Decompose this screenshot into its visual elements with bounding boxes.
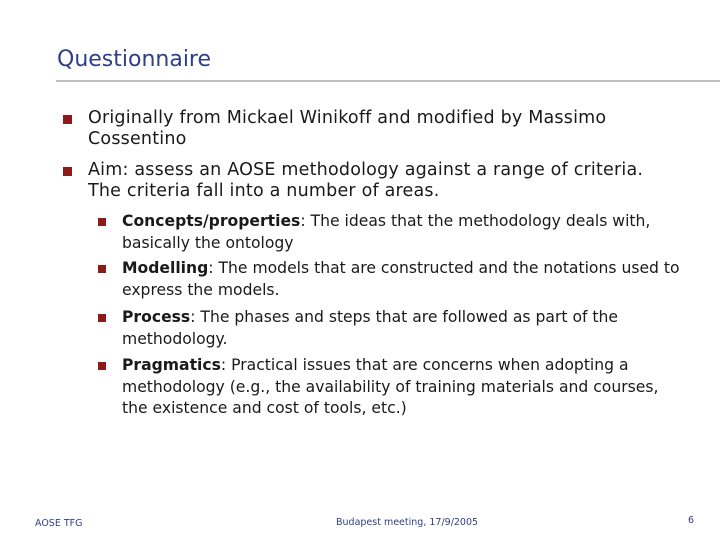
square-bullet-icon <box>98 265 106 273</box>
bullet-aim: Aim: assess an AOSE methodology against a range of criteria. The criteria fall into a number of areas. <box>88 160 644 201</box>
square-bullet-icon <box>98 362 106 370</box>
square-bullet-icon <box>63 167 72 176</box>
sub-bullet-process <box>122 307 682 350</box>
square-bullet-icon <box>98 314 106 322</box>
sub-bullet-term: Pragmatics <box>122 356 221 374</box>
square-bullet-icon <box>98 218 106 226</box>
sub-bullet-text: : The models that are constructed and the notations used to express the models. <box>122 259 680 299</box>
sub-bullet-concepts <box>122 211 682 254</box>
sub-bullet-text: : The ideas that the methodology deals with, basically the ontology <box>122 212 651 252</box>
page-number: 6 <box>688 515 695 526</box>
sub-bullet-term: Modelling <box>122 259 209 277</box>
sub-bullet-text: : Practical issues that are concerns when adopting a methodology (e.g., the availability of training materials and courses, the existence and cost of tools, etc.) <box>122 356 659 417</box>
sub-bullet-text: : The phases and steps that are followed as part of the methodology. <box>122 308 619 348</box>
bullet-origin: Originally from Mickael Winikoff and modified by Massimo Cossentino <box>88 108 607 149</box>
sub-bullet-pragmatics <box>122 355 682 420</box>
slide-title: Questionnaire <box>57 47 212 72</box>
sub-bullet-modelling <box>122 258 682 301</box>
square-bullet-icon <box>63 115 72 124</box>
sub-bullet-term: Concepts/properties <box>122 212 301 230</box>
footer-left: AOSE TFG <box>35 518 83 529</box>
title-divider <box>56 80 720 82</box>
sub-bullet-term: Process <box>122 308 191 326</box>
footer-center: Budapest meeting, 17/9/2005 <box>336 517 479 528</box>
